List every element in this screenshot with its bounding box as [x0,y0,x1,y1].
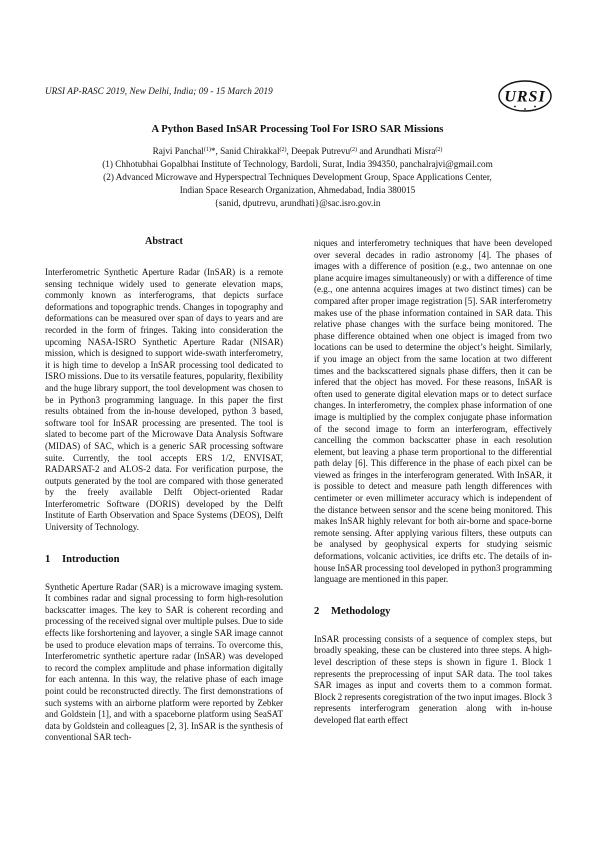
section-title: Methodology [331,605,391,617]
abstract-text: Interferometric Synthetic Aperture Radar (InSAR) is a remote sensing technique widely used to generate elevation maps, commonly known as interferograms, that depicts surface deformations and topographic trends. Changes in topography and deformations can be measured over span of days to years and are recorded in the form of fringes. Taking into consideration the upcoming NASA-ISRO Synthetic Aperture Radar (NISAR) mission, which is designed to support wide-swath interferometry, it is high time to develop a InSAR processing tool dedicated to ISRO missions. Due to its versatile features, popularity, flexibility and the huge library support, the tool development was chosen to be in Python3 programming language. In this paper the first results obtained from the in-house developed, python 3 based, software tool for InSAR processing are presented. The tool is slated to become part of the Microwave Data Analysis Software (MIDAS) of SAC, which is a generic SAR processing software suite. Currently, the tool accepts ERS 1/2, ENVISAT, RADARSAT-2 and ALOS-2 data. For verification purpose, the outputs generated by the tool are compared with those generated by the freely available Delft Object-oriented Radar Interferometric Software (DORIS) developed by the Delft Institute of Earth Observation and Space Systems (DEOS), Delft University of Technology. [45,267,283,533]
affiliation-line: (2) Advanced Microwave and Hyperspectral Techniques Development Group, Space Applications Center, [103,172,492,183]
conference-header: URSI AP-RASC 2019, New Delhi, India; 09 - 15 March 2019 [45,86,273,96]
section-title: Introduction [62,553,120,565]
ursi-logo [497,78,553,114]
svg-text:URSI: URSI [504,88,546,106]
section-heading-introduction [45,553,283,566]
introduction-text: Synthetic Aperture Radar (SAR) is a microwave imaging system. It combines radar and signal processing to form high-resolution backscatter images. The key to SAR is coherent recording and processing of the received signal over multiple pulses. Due to side effects like forshortening and layover, a single SAR image cannot be used to produce elevation maps of terrains. To overcome this, Interferometric synthetic aperture radar (InSAR) was developed to record the complex amplitude and phase information digitally for each antenna. In this way, the relative phase of each image point could be reconstructed directly. The first demonstrations of such systems with an airborne platform were reported by Zebker and Goldstein [1], and with a spaceborne platform using SeaSAT data by Goldstein and colleagues [2, 3]. InSAR is the synthesis of conventional SAR tech- [45,581,283,743]
abstract-heading: Abstract [145,236,183,247]
right-column [314,238,552,727]
affiliation-mark: (2) [435,147,443,153]
author-name: Sanid Chirakkal [220,146,280,156]
author-name: Arundhati Misra [374,146,436,156]
left-column [45,236,283,744]
affiliation-line: (1) Chhotubhai Gopalbhai Institute of Technology, Bardoli, Surat, India 394350, panchalrajvi@gmail.com [102,159,493,170]
author-list [20,145,575,158]
introduction-text-continued: niques and interferometry techniques that have been developed over several decades in radio astronomy [4]. The phases of images with a difference of position (e.g., two antennae on one plane acquire images simultaneously) or with a difference of time (e.g., one antenna acquires images at two distinct times) can be compared after proper image registration [5]. SAR interferometry makes use of the phase information contained in SAR data. This relative phase changes with the surface being monitored. The phase difference obtained when one object is imaged from two locations can be used to determine the object’s height. Similarly, if you image an object from the same location at two different times and the backscattered signals phase differs, then it can be infered that the object has moved. For these reasons, InSAR is often used to generate digital elevation maps or to detect surface changes. In interferometry, the complex phase information of one image is multiplied by the complex conjugate phase information of the second image to form an interferogram, effectively cancelling the common backscatter phase in each resolution element, but leaving a phase term proportional to the differential path delay [6]. This difference in the phase of each pixel can be viewed as fringes in the interferogram generated. With InSAR, it is possible to detect and measure path length differences with centimeter or even millimeter accuracy which is independent of the distance between sensor and the scene being monitored. This makes InSAR highly relevant for both air-borne and space-borne remote sensing. After applying various filters, these outputs can be analysed by geophysical experts for studying seismic deformations, volcanic activities, ice drifts etc. The details of in-house InSAR processing tool developed in python3 programming language are mentioned in this paper. [314,238,552,585]
author-separator: , [286,146,292,156]
affiliation-line: {sanid, dputrevu, arundhati}@sac.isro.gov.in [214,198,381,209]
section-heading-methodology [314,605,552,618]
author-block [20,145,575,210]
author-separator: and [357,146,375,156]
section-number: 2 [314,605,320,617]
affiliation-line: Indian Space Research Organization, Ahmedabad, India 380015 [179,185,416,196]
affiliation-mark: (1) [203,147,211,153]
affiliation-mark: (2) [350,147,358,153]
methodology-text: InSAR processing consists of a sequence of complex steps, but broadly speaking, these can be clustered into three steps. A high-level description of these steps is shown in figure 1. Block 1 represents the preprocessing of input SAR data. The tool takes SAR images as input and coverts them to a common format. Block 2 represents coregistration of the two input images. Block 3 represents interferogram generation along with in-house developed flat earth effect [314,633,552,725]
section-number: 1 [45,553,51,565]
paper-title: A Python Based InSAR Processing Tool For ISRO SAR Missions [151,124,444,135]
author-name: Rajvi Panchal [152,146,204,156]
author-name: Deepak Putrevu [291,146,351,156]
affiliation-mark: (2) [279,147,287,153]
author-separator: *, [210,146,221,156]
